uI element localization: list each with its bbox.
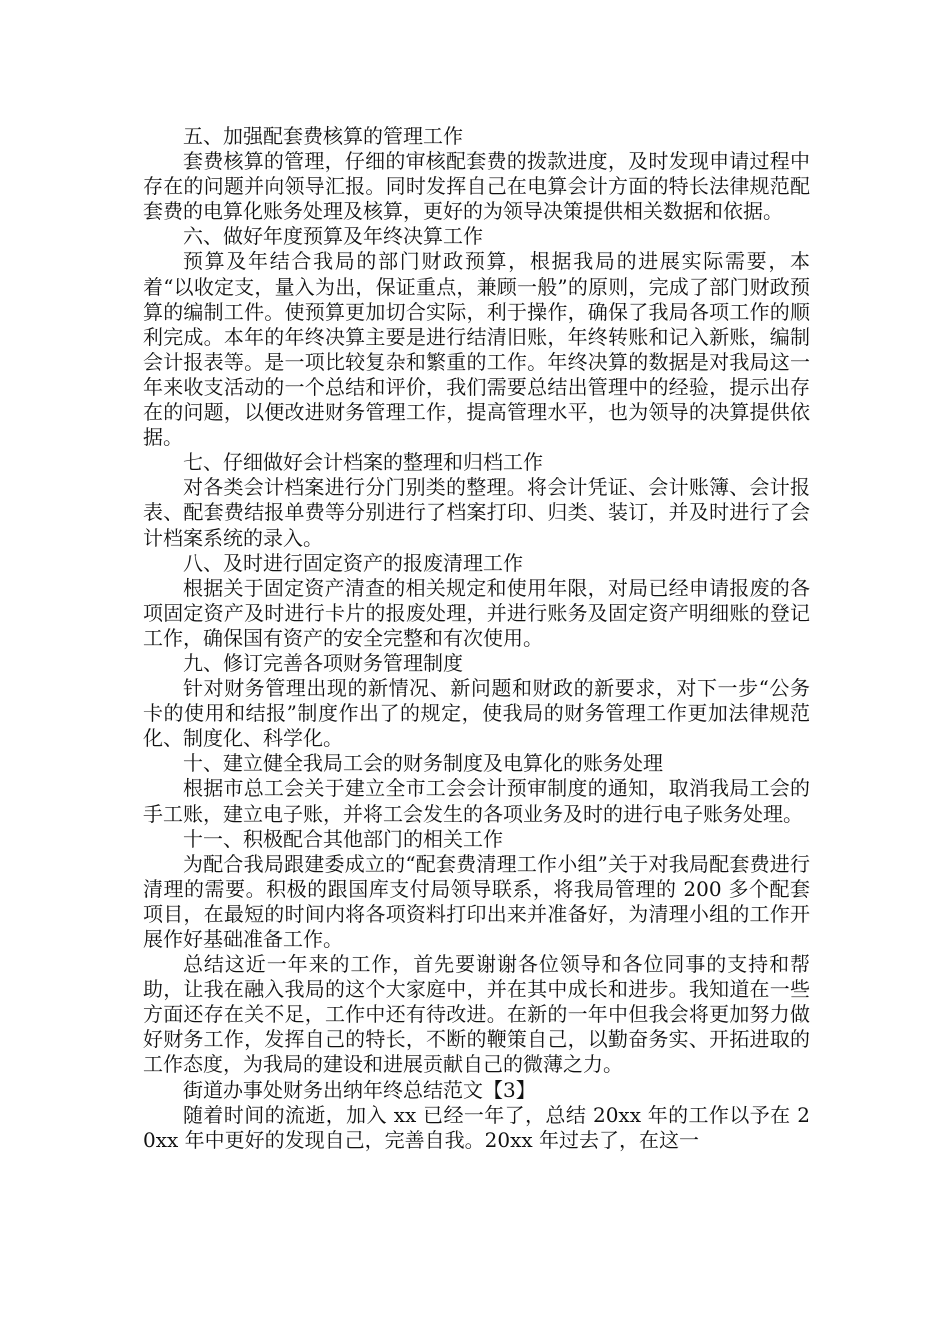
- paragraph: 针对财务管理出现的新情况、新问题和财政的新要求，对下一步“公务卡的使用和结报”制度作出了的规定，使我局的财务管理工作更加法律规范化、制度化、科学化。: [143, 676, 810, 751]
- section-heading-7: 七、仔细做好会计档案的整理和归档工作: [183, 450, 543, 475]
- paragraph: 随着时间的流逝，加入 xx 已经一年了，总结 20xx 年的工作以予在 20xx 年中更好的发现自己，完善自我。20xx 年过去了，在这一: [143, 1102, 810, 1152]
- paragraph: 对各类会计档案进行分门别类的整理。将会计凭证、会计账簿、会计报表、配套费结报单费等分别进行了档案打印、归类、装订，并及时进行了会计档案系统的录入。: [143, 475, 810, 550]
- section-heading-11: 十一、积极配合其他部门的相关工作: [183, 826, 503, 851]
- section-heading-10: 十、建立健全我局工会的财务制度及电算化的账务处理: [183, 751, 663, 776]
- section-heading-6: 六、做好年度预算及年终决算工作: [183, 224, 483, 249]
- paragraph: 为配合我局跟建委成立的“配套费清理工作小组”关于对我局配套费进行清理的需要。积极的跟国库支付局领导联系，将我局管理的 200 多个配套项目，在最短的时间内将各项资料打印出来并准备好，为清理小组的工作开展作好基础准备工作。: [143, 851, 810, 951]
- paragraph: 套费核算的管理，仔细的审核配套费的拨款进度，及时发现申请过程中存在的问题并向领导汇报。同时发挥自己在电算会计方面的特长法律规范配套费的电算化账务处理及核算，更好的为领导决策提供相关数据和依据。: [143, 149, 810, 224]
- paragraph: 根据关于固定资产清查的相关规定和使用年限，对局已经申请报废的各项固定资产及时进行卡片的报废处理，并进行账务及固定资产明细账的登记工作，确保国有资产的安全完整和有次使用。: [143, 575, 810, 650]
- summary-paragraph: 总结这近一年来的工作，首先要谢谢各位领导和各位同事的支持和帮助，让我在融入我局的这个大家庭中，并在其中成长和进步。我知道在一些方面还存在关不足，工作中还有待改进。在新的一年中但我会将更加努力做好财务工作，发挥自己的特长，不断的鞭策自己，以勤奋务实、开拓进取的工作态度，为我局的建设和进展贡献自己的微薄之力。: [143, 952, 810, 1077]
- article-title: 街道办事处财务出纳年终总结范文【3】: [183, 1077, 536, 1102]
- paragraph: 预算及年结合我局的部门财政预算，根据我局的进展实际需要，本着“以收定支，量入为出，保证重点，兼顾一般”的原则，完成了部门财政预算的编制工件。使预算更加切合实际，利于操作，确保了我局各项工作的顺利完成。本年的年终决算主要是进行结清旧账，年终转账和记入新账，编制会计报表等。是一项比较复杂和繁重的工作。年终决算的数据是对我局这一年来收支活动的一个总结和评价，我们需要总结出管理中的经验，提示出存在的问题，以便改进财务管理工作，提高管理水平，也为领导的决算提供依据。: [143, 249, 810, 450]
- section-heading-5: 五、加强配套费核算的管理工作: [183, 124, 463, 148]
- paragraph: 根据市总工会关于建立全市工会会计预审制度的通知，取消我局工会的手工账，建立电子账，并将工会发生的各项业务及时的进行电子账务处理。: [143, 776, 810, 826]
- section-heading-8: 八、及时进行固定资产的报废清理工作: [183, 550, 523, 575]
- document-page: [143, 124, 810, 1153]
- section-heading-9: 九、修订完善各项财务管理制度: [183, 650, 463, 675]
